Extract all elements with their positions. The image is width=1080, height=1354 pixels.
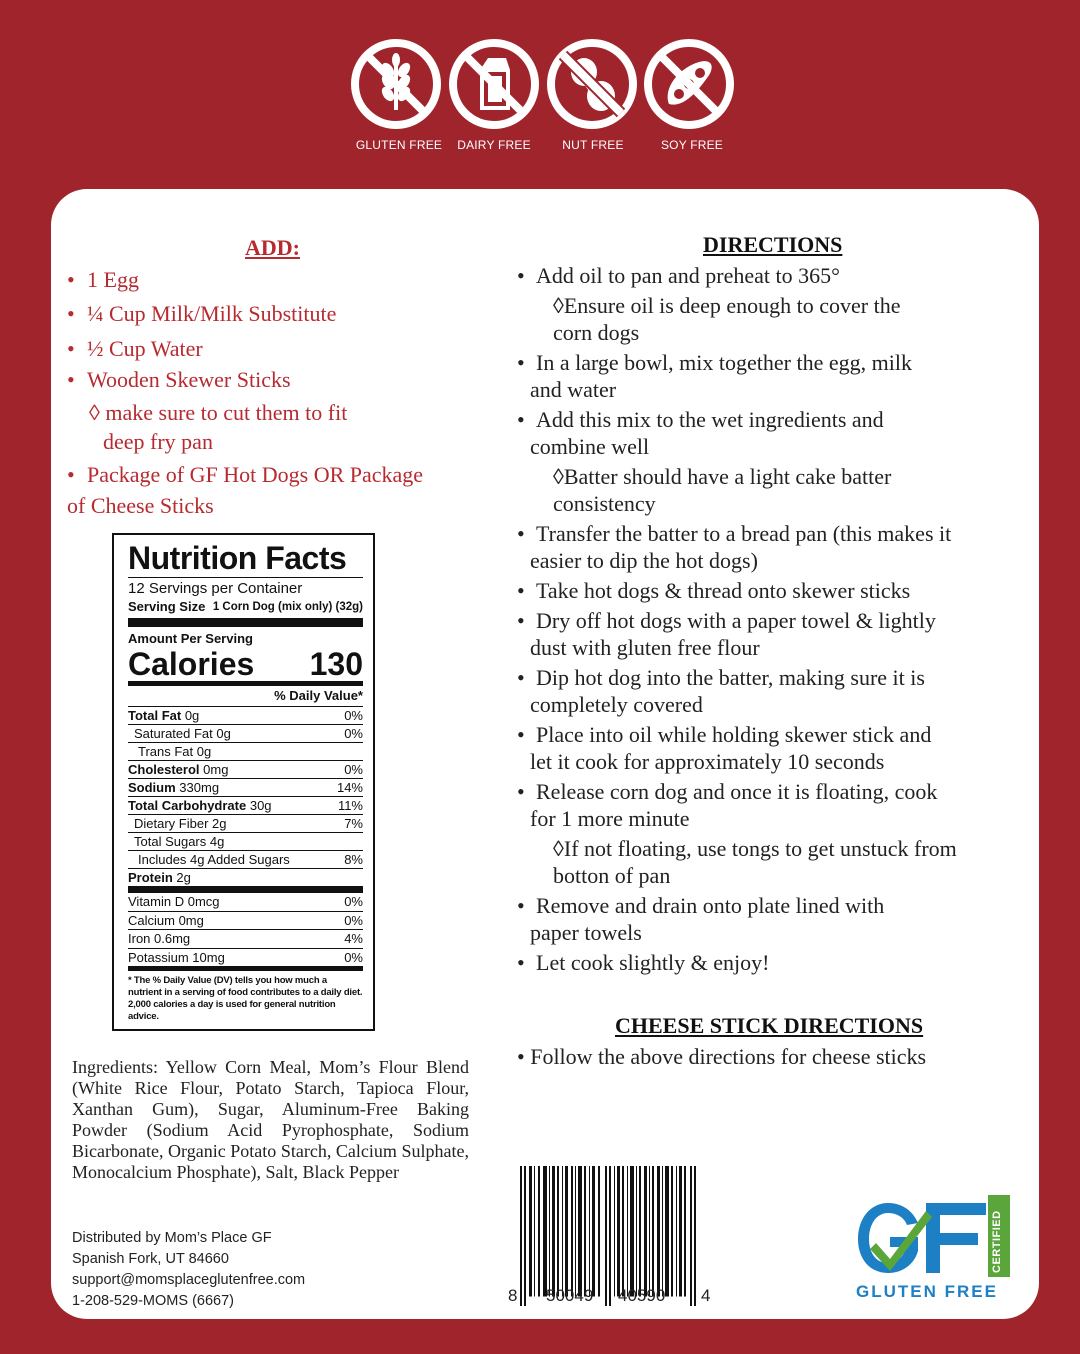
direction-step: • Add oil to pan and preheat to 365° [517, 263, 840, 288]
add-item: • Package of GF Hot Dogs OR Package [67, 462, 424, 487]
allergen-badges [0, 38, 1080, 168]
saturated-fat-row: Saturated Fat 0g 0% [128, 725, 363, 743]
dairy-free-badge [448, 38, 540, 130]
direction-step: • Dip hot dog into the batter, making sure it is completely covered [517, 665, 925, 717]
direction-step: • Place into oil while holding skewer stick and let it cook for approximately 10 seconds [517, 722, 932, 774]
direction-note: ◊Ensure oil is deep enough to cover the corn dogs [553, 293, 901, 345]
nutrition-title: Nutrition Facts [128, 539, 363, 578]
dairy-free-label: DAIRY FREE [457, 138, 531, 152]
direction-note: ◊Batter should have a light cake batter consistency [553, 464, 892, 516]
calories-row: Calories 130 [128, 647, 363, 686]
gluten-free-badge [350, 38, 442, 130]
add-item: • ½ Cup Water [67, 336, 203, 361]
direction-step: • In a large bowl, mix together the egg, milk and water [517, 350, 912, 402]
sodium-row: Sodium 330mg 14% [128, 780, 363, 795]
added-sugars-row: Includes 4g Added Sugars 8% [128, 851, 363, 869]
trans-fat-row: Trans Fat 0g [128, 743, 363, 761]
soy-free-label: SOY FREE [660, 138, 724, 152]
certified-tag: CERTIFIED [988, 1195, 1010, 1277]
ingredients-text: Ingredients: Yellow Corn Meal, Mom’s Flour Blend (White Rice Flour, Potato Starch, Tapioca Flour, Xanthan Gum), Sugar, Aluminum-Free Baking Powder (Sodium Acid Pyrophosphate, Sodium Bicarbonate, Organic Potato Starch, Calcium Sulphate, Monocalcium Phosphate), Salt, Black Pepper [72, 1057, 469, 1182]
direction-step: • Transfer the batter to a bread pan (this makes it easier to dip the hot dogs) [517, 521, 952, 573]
distributor-info [72, 1228, 305, 1312]
total-fat-row: Total Fat 0g 0% [128, 708, 363, 723]
nutrition-footnote: * The % Daily Value (DV) tells you how much a nutrient in a serving of food contributes to a daily diet. 2,000 calories a day is used for general nutrition advice. [128, 975, 363, 1022]
direction-step: • Remove and drain onto plate lined with paper towels [517, 893, 885, 945]
add-list [67, 264, 487, 521]
total-sugars-row: Total Sugars 4g [128, 833, 363, 851]
add-item: • ¼ Cup Milk/Milk Substitute [67, 301, 337, 326]
cheese-directions-title: CHEESE STICK DIRECTIONS [615, 1013, 924, 1038]
soybean-icon [643, 38, 735, 130]
barcode-image [510, 1166, 715, 1306]
vitamin-d-row: Vitamin D 0mcg 0% [128, 893, 363, 912]
distributor-address: Spanish Fork, UT 84660 [72, 1251, 229, 1267]
soy-free-badge [643, 38, 735, 130]
gluten-free-label: GLUTEN FREE [355, 138, 443, 152]
servings-per-container: 12 Servings per Container [128, 580, 303, 597]
potassium-row: Potassium 10mg 0% [128, 949, 363, 972]
directions-title: DIRECTIONS [703, 232, 843, 257]
serving-size: Serving Size 1 Corn Dog (mix only) (32g) [128, 598, 363, 627]
add-title: ADD: [245, 235, 300, 260]
add-subnote-cont: deep fry pan [103, 429, 213, 454]
direction-note: ◊If not floating, use tongs to get unstuck from botton of pan [553, 836, 957, 888]
add-subnote: ◊ make sure to cut them to fit [89, 400, 348, 425]
nut-free-badge [546, 38, 638, 130]
milk-carton-icon [448, 38, 540, 130]
peanut-icon [546, 38, 638, 130]
direction-step: • Let cook slightly & enjoy! [517, 950, 770, 975]
nut-free-label: NUT FREE [562, 138, 624, 152]
distributor-email: support@momsplaceglutenfree.com [72, 1272, 306, 1288]
carbohydrate-row: Total Carbohydrate 30g 11% [128, 798, 363, 813]
iron-row: Iron 0.6mg 4% [128, 930, 363, 949]
wheat-icon [350, 38, 442, 130]
cheese-directions-list: • Follow the above directions for cheese sticks [517, 1044, 927, 1069]
direction-step: • Dry off hot dogs with a paper towel & lightly dust with gluten free flour [517, 608, 936, 660]
cholesterol-row: Cholesterol 0mg 0% [128, 762, 363, 777]
direction-step: • Add this mix to the wet ingredients and combine well [517, 407, 884, 459]
distributor-phone: 1-208-529-MOMS (6667) [72, 1293, 234, 1309]
distributor-name: Distributed by Mom’s Place GF [72, 1230, 272, 1246]
amount-per-serving: Amount Per Serving [128, 631, 253, 646]
add-item-cont: of Cheese Sticks [67, 493, 214, 518]
direction-step: • Release corn dog and once it is floating, cook for 1 more minute [517, 779, 938, 831]
gluten-free-logo-text: GLUTEN FREE [856, 1282, 998, 1301]
nutrition-facts-panel [112, 533, 375, 1031]
daily-value-header: % Daily Value* [128, 686, 363, 707]
add-item: • 1 Egg [67, 267, 139, 292]
direction-step: • Take hot dogs & thread onto skewer sticks [517, 578, 911, 603]
add-item: • Wooden Skewer Sticks [67, 367, 291, 392]
directions-list [517, 262, 1017, 979]
calcium-row: Calcium 0mg 0% [128, 912, 363, 931]
dietary-fiber-row: Dietary Fiber 2g 7% [128, 815, 363, 833]
protein-row: Protein 2g [128, 869, 363, 893]
